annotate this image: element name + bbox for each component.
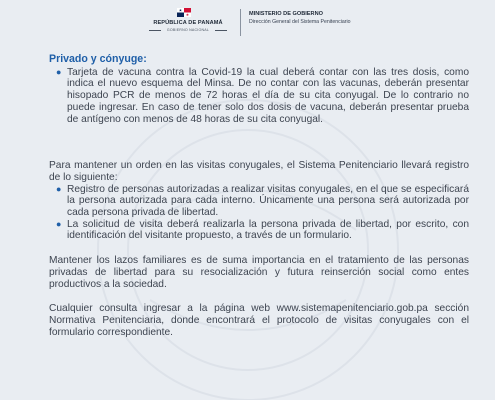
panama-flag-icon	[177, 8, 191, 17]
bullet-icon: ●	[56, 183, 62, 194]
svg-text:★: ★	[178, 8, 183, 13]
list-item	[49, 184, 469, 219]
registry-list	[49, 184, 469, 243]
list-item-text: La solicitud de visita deberá realizarla la persona privada de libertad, por escrito, con identificación del visitante propuesto, a través de un formulario.	[67, 218, 469, 242]
bullet-icon: ●	[56, 66, 62, 77]
republic-title: REPÚBLICA DE PANAMÁ	[153, 20, 223, 26]
svg-text:★: ★	[185, 12, 190, 17]
ministry-title: MINISTERIO DE GOBIERNO	[249, 11, 323, 17]
list-item-text: Registro de personas autorizadas a realizar visitas conyugales, en el que se especificará la persona autorizada para cada interno. Únicamente una persona será autorizada por cada persona privada de libertad.	[67, 183, 469, 219]
document-body	[49, 54, 469, 338]
family-paragraph: Mantener los lazos familiares es de suma importancia en el tratamiento de las personas privadas de libertad para su resocialización y futura reinserción social como entes productivos a la sociedad.	[49, 255, 469, 290]
registry-intro: Para mantener un orden en las visitas conyugales, el Sistema Penitenciario llevará registro de lo siguiente:	[49, 160, 469, 183]
requirements-list	[49, 67, 469, 126]
government-label: GOBIERNO NACIONAL	[166, 28, 210, 32]
list-item-text: Tarjeta de vacuna contra la Covid-19 la cual deberá contar con las tres dosis, como indica el nuevo esquema del Minsa. De no contar con las vacunas, deberán presentar hisopado PCR de menos de 72 horas el día de su cita conyugal. De lo contrario no puede ingresar. En caso de tener solo dos dosis de vacuna, deberán presentar prueba de antígeno con menos de 48 horas de su cita conyugal.	[67, 66, 469, 125]
direction-subtitle: Dirección General del Sistema Penitenciario	[249, 19, 351, 25]
bullet-icon: ●	[56, 218, 62, 229]
header-divider	[240, 9, 241, 36]
list-item	[49, 219, 469, 242]
page-header	[0, 0, 495, 46]
divider	[215, 30, 227, 31]
list-item	[49, 67, 469, 126]
section-title: Privado y cónyuge:	[49, 53, 147, 65]
contact-paragraph: Cualquier consulta ingresar a la página web www.sistemapenitenciario.gob.pa sección Normativa Penitenciaria, donde encontrará el protocolo de visitas conyugales con el formulario correspondiente.	[49, 303, 469, 338]
